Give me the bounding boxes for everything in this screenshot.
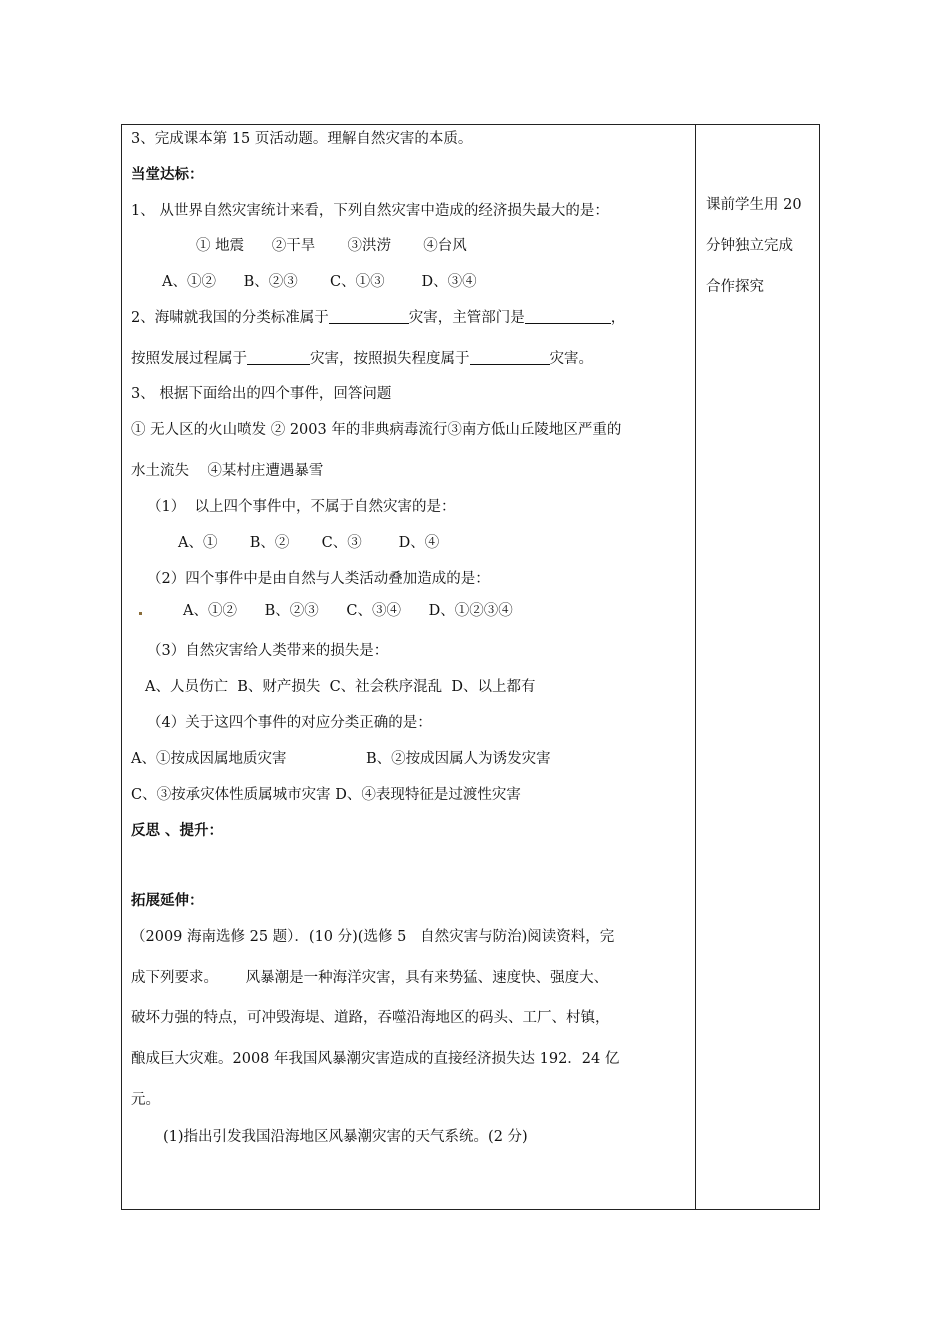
fansi-heading: 反思 、提升： [131,822,224,839]
side-note-line3: 合作探究 [706,279,764,295]
q3-sub2-options: A、①② B、②③ C、③④ D、①②③④ [183,603,513,619]
q2-part2: 灾害，主管部门是 [408,310,525,326]
extension-line4: 酿成巨大灾难。2008 年我国风暴潮灾害造成的直接经济损失达 192．24 亿 [131,1051,620,1067]
q2-line2-part1: 按照发展过程属于 [131,351,247,367]
side-note-line2: 分钟独立完成 [706,238,793,254]
q3-sub3-text: （3）自然灾害给人类带来的损失是： [147,643,389,659]
side-note-line1: 课前学生用 20 [706,197,802,213]
q3-sub4-optCD: C、③按承灾体性质属城市灾害 D、④表现特征是过渡性灾害 [131,787,521,803]
q2-blank-4 [470,350,550,365]
q3-sub4-optA: A、①按成因属地质灾害 [131,751,287,767]
q3-sub1-text: （1） 以上四个事件中，不属于自然灾害的是： [147,499,456,515]
q2-part1: 2、海啸就我国的分类标准属于 [131,310,329,326]
q1-text: 1、 从世界自然灾害统计来看，下列自然灾害中造成的经济损失最大的是： [131,203,609,219]
q2-line1 [131,308,625,328]
q3-text: 3、 根据下面给出的四个事件，回答问题 [131,386,392,402]
q3-sub1-options: A、① B、② C、③ D、④ [178,535,440,551]
q2-line2 [131,349,593,369]
q3-sub4-optB: B、②按成因属人为诱发灾害 [366,751,551,767]
dangtang-heading: 当堂达标： [131,166,204,183]
q3-sub2-text: （2）四个事件中是由自然与人类活动叠加造成的是： [147,571,490,587]
q1-options: A、①② B、②③ C、①③ D、③④ [162,274,477,290]
extension-line5: 元。 [131,1092,160,1108]
q2-line2-part3: 灾害。 [549,351,593,367]
extension-question1: (1)指出引发我国沿海地区风暴潮灾害的天气系统。(2 分) [163,1129,528,1145]
q2-blank-1 [329,309,409,324]
q2-line2-part2: 灾害，按照损失程度属于 [310,351,470,367]
q2-blank-2 [525,309,611,324]
q3-events-line2: 水土流失 ④某村庄遭遇暴雪 [131,463,324,479]
q2-part3: ， [610,310,626,326]
q3-events-line1: ① 无人区的火山喷发 ② 2003 年的非典病毒流行③南方低山丘陵地区严重的 [131,422,622,438]
q3-sub3-options: A、人员伤亡 B、财产损失 C、社会秩序混乱 D、以上都有 [145,679,536,695]
activity-line: 3、完成课本第 15 页活动题。理解自然灾害的本质。 [131,131,473,147]
q2-blank-3 [247,350,310,365]
extension-line3: 破坏力强的特点，可冲毁海堤、道路，吞噬沿海地区的码头、工厂、村镇， [131,1010,610,1026]
q3-sub4-text: （4）关于这四个事件的对应分类正确的是： [147,715,432,731]
stray-mark [139,612,142,615]
column-divider [695,124,696,1210]
extension-line1: （2009 海南选修 25 题）．(10 分)(选修 5 自然灾害与防治)阅读资料，完 [131,929,615,945]
extension-line2: 成下列要求。 风暴潮是一种海洋灾害，具有来势猛、速度快、强度大、 [131,970,609,986]
q1-items: ① 地震 ②干旱 ③洪涝 ④台风 [196,238,467,254]
tuozhan-heading: 拓展延伸： [131,892,204,909]
